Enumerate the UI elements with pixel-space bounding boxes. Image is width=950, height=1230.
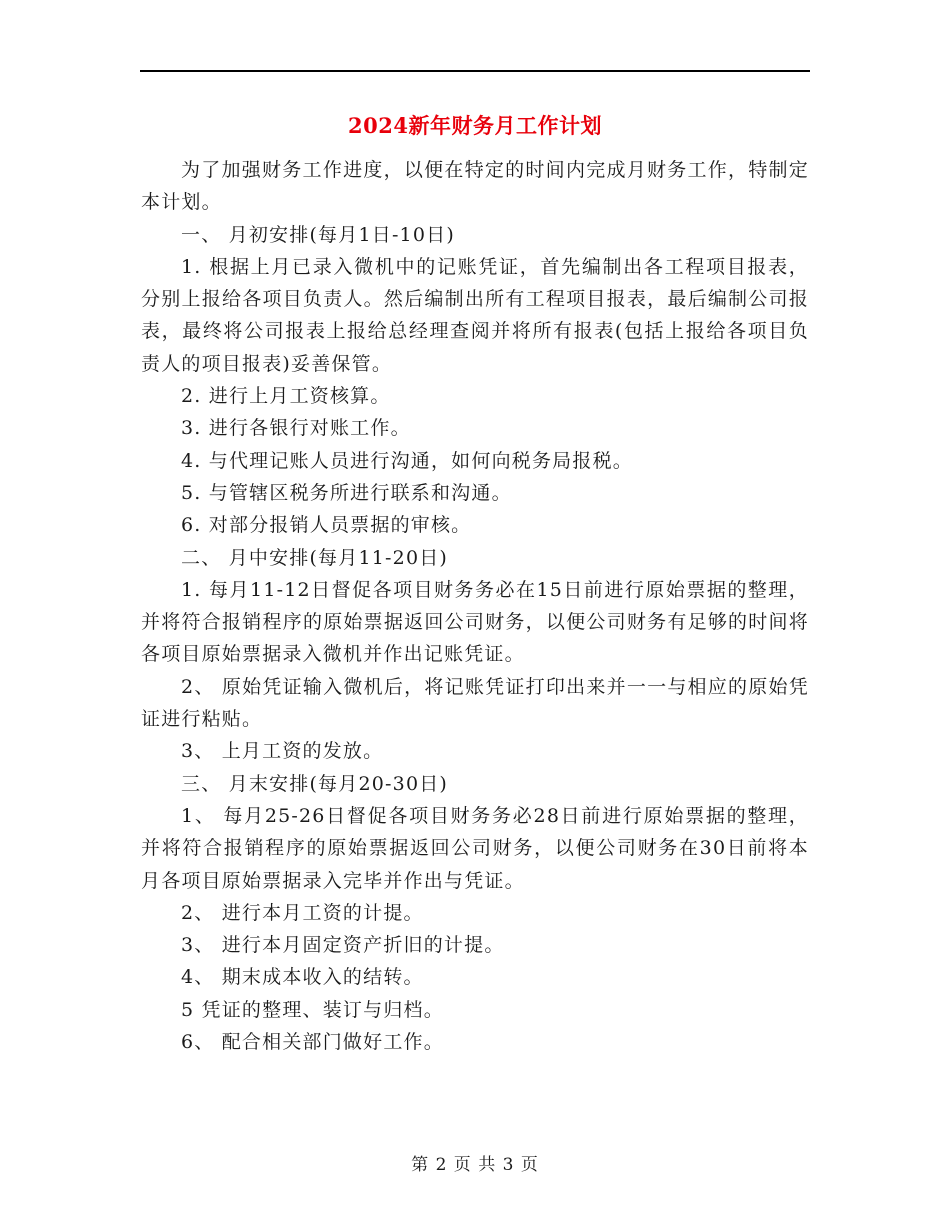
end-month-item-2: 2、 进行本月工资的计提。 — [181, 901, 424, 924]
end-month-item-6: 6、 配合相关部门做好工作。 — [181, 1031, 444, 1054]
early-month-item-3: 3. 进行各银行对账工作。 — [181, 417, 411, 440]
end-month-item-5: 5 凭证的整理、装订与归档。 — [181, 998, 444, 1021]
page-number-footer: 第 2 页 共 3 页 — [411, 1155, 539, 1175]
intro-paragraph: 为了加强财务工作进度，以便在特定的时间内完成月财务工作，特制定本计划。 — [141, 159, 809, 214]
early-month-item-6: 6. 对部分报销人员票据的审核。 — [181, 514, 472, 537]
early-month-item-2: 2. 进行上月工资核算。 — [181, 385, 391, 408]
end-month-item-4: 4、 期末成本收入的结转。 — [181, 966, 424, 989]
section-heading-mid-month: 二、 月中安排(每月11-20日) — [181, 546, 449, 569]
mid-month-item-1: 1. 每月11-12日督促各项目财务务必在15日前进行原始票据的整理，并将符合报销程序的原始票据返回公司财务，以便公司财务有足够的时间将各项目原始票据录入微机并作出记账凭证。 — [141, 578, 809, 666]
early-month-item-4: 4. 与代理记账人员进行沟通，如何向税务局报税。 — [181, 449, 633, 472]
mid-month-item-3: 3、 上月工资的发放。 — [181, 740, 384, 763]
header-rule — [140, 70, 810, 72]
document-title: 2024新年财务月工作计划 — [348, 113, 602, 138]
end-month-item-1: 1、 每月25-26日督促各项目财务务必28日前进行原始票据的整理，并将符合报销程序的原始票据返回公司财务，以便公司财务在30日前将本月各项目原始票据录入完毕并作出与凭证。 — [141, 804, 809, 892]
section-heading-early-month: 一、 月初安排(每月1日-10日) — [181, 223, 455, 246]
section-heading-end-month: 三、 月末安排(每月20-30日) — [181, 772, 449, 795]
mid-month-item-2: 2、 原始凭证输入微机后，将记账凭证打印出来并一一与相应的原始凭证进行粘贴。 — [141, 675, 809, 731]
document-body — [141, 106, 809, 1058]
early-month-item-1: 1. 根据上月已录入微机中的记账凭证，首先编制出各工程项目报表，分别上报给各项目负责人。然后编制出所有工程项目报表，最后编制公司报表，最终将公司报表上报给总经理查阅并将所有报表(包括上报给各项目负责人的项目报表)妥善保管。 — [141, 255, 809, 375]
early-month-item-5: 5. 与管辖区税务所进行联系和沟通。 — [181, 481, 512, 504]
end-month-item-3: 3、 进行本月固定资产折旧的计提。 — [181, 934, 505, 957]
